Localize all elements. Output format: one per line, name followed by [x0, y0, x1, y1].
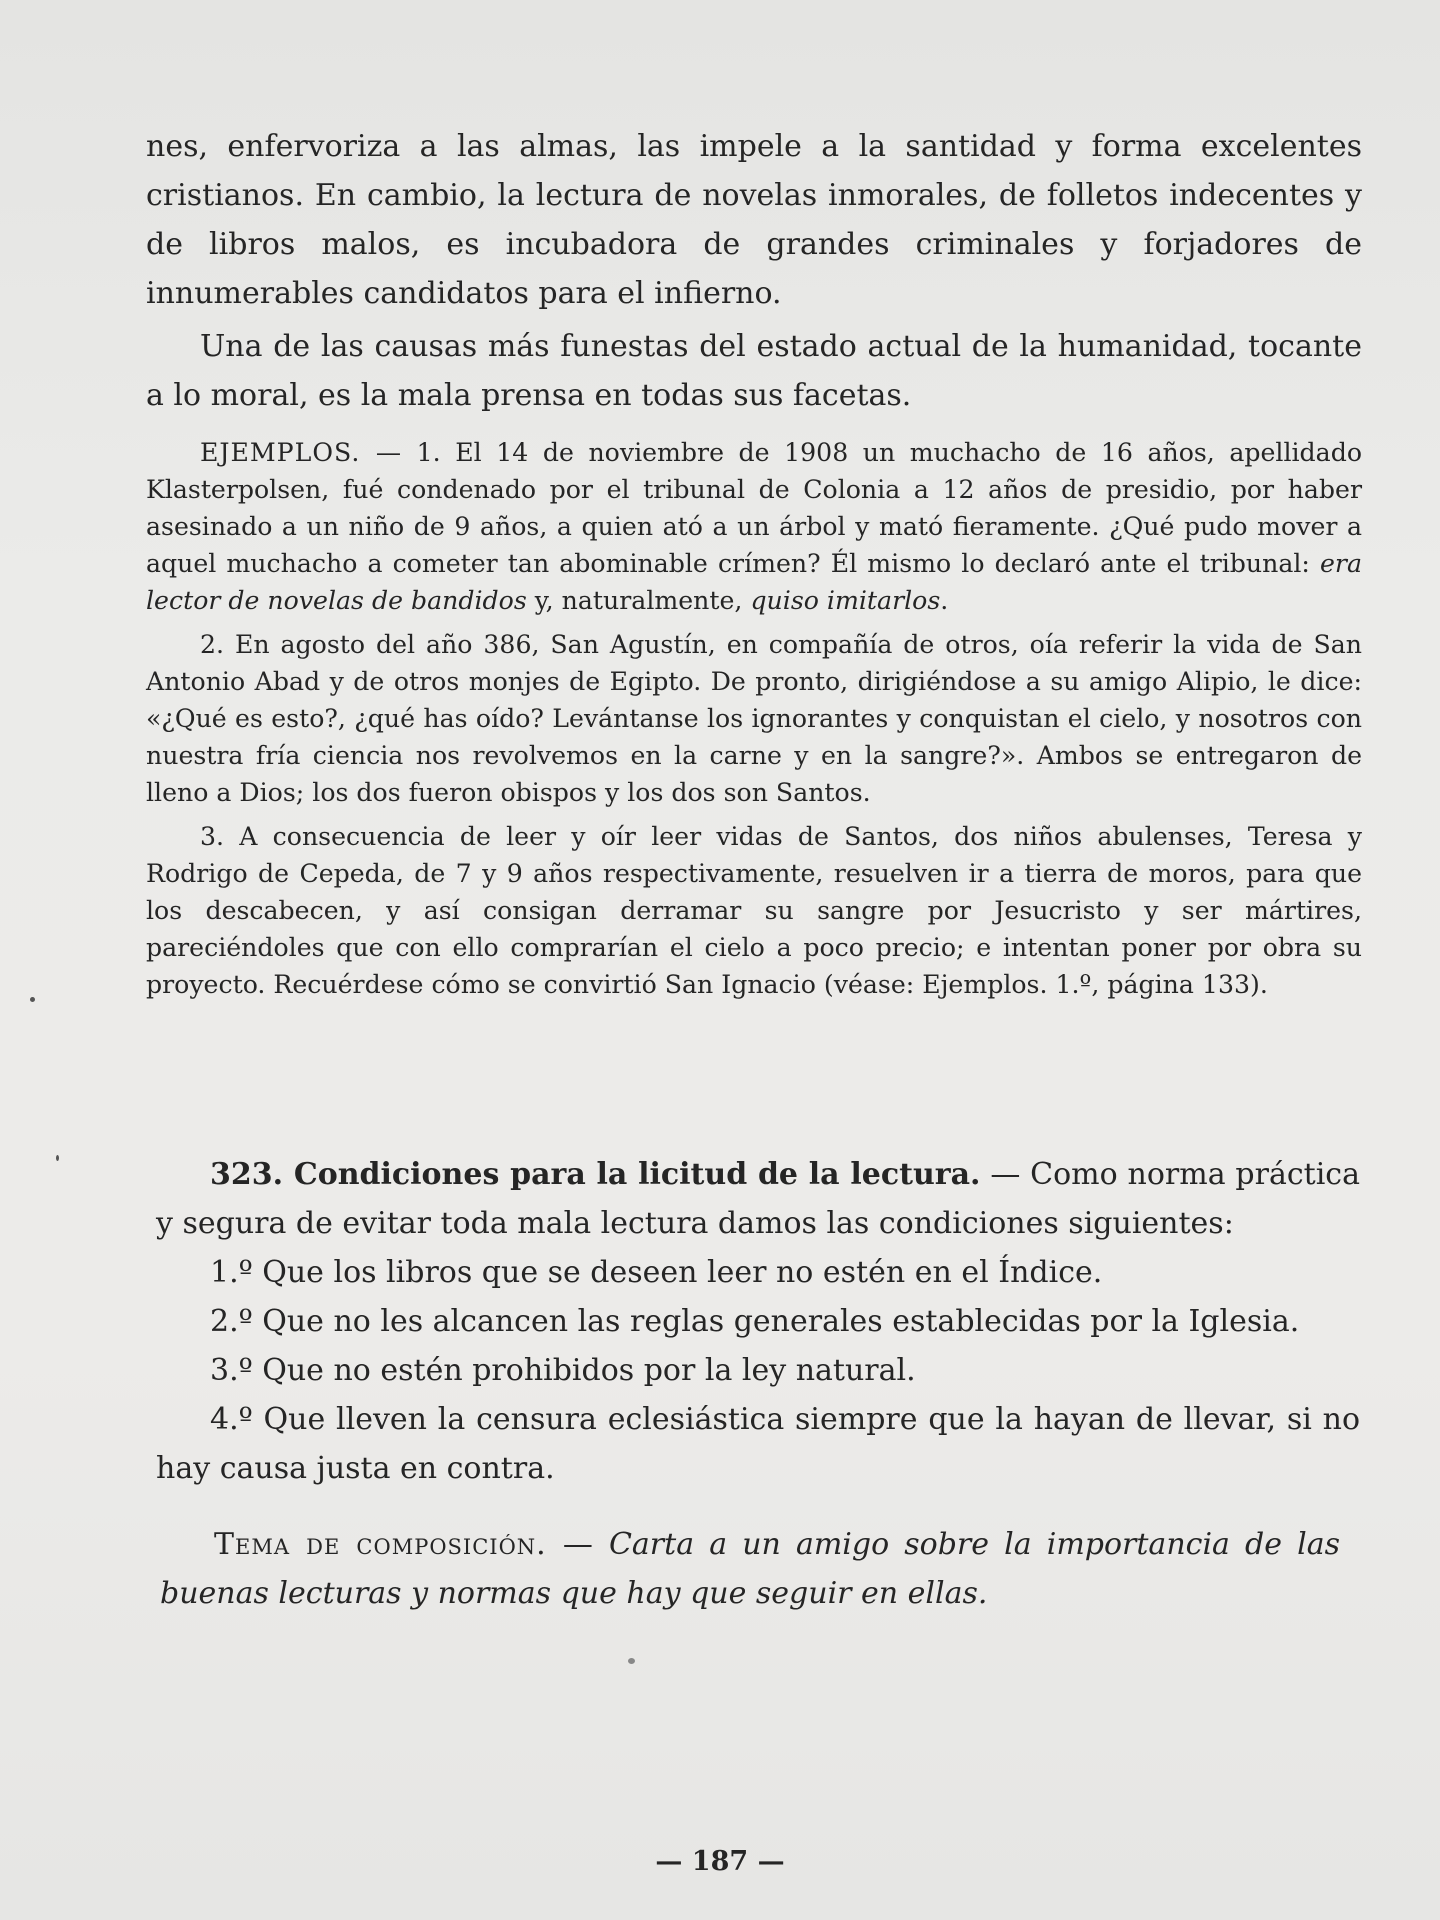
example-1-text: El 14 de noviembre de 1908 un muchacho de 16 años, apellidado Klasterpolsen, fué condenado por el tribunal de Colonia a 12 años de presidio, por haber asesinado a un niño de 9 años, a quien ató a un árbol y mató fieramente. ¿Qué pudo mover a aquel muchacho a cometer tan abominable crímen? Él mismo lo declaró ante el tribunal:: [146, 438, 1362, 578]
example-1-text-2: y, naturalmente,: [534, 586, 743, 615]
example-1: [146, 434, 1362, 619]
example-1-italic-1: era lector de novelas de bandidos: [146, 549, 1362, 615]
paper-speck: [30, 997, 35, 1002]
condition-1: 1.º Que los libros que se deseen leer no estén en el Índice.: [210, 1255, 1103, 1290]
example-3: 3. A consecuencia de leer y oír leer vidas de Santos, dos niños abulenses, Teresa y Rodrigo de Cepeda, de 7 y 9 años respectivamente, resuelven ir a tierra de moros, para que los descabecen, y así consigan derramar su sangre por Jesucristo y ser mártires, pareciéndoles que con ello comprarían el cielo a poco precio; e intentan poner por obra su proyecto. Recuérdese cómo se convirtió San Ignacio (véase: Ejemplos. 1.º, página 133).: [146, 822, 1362, 999]
ejemplos-heading: EJEMPLOS. —: [200, 438, 403, 467]
tema-paragraph: [160, 1520, 1340, 1618]
condition-3: 3.º Que no estén prohibidos por la ley natural.: [210, 1353, 916, 1388]
paper-speck: [56, 1155, 59, 1161]
section-323: [156, 1150, 1360, 1493]
ejemplos-section: [146, 434, 1362, 1003]
condition-2: 2.º Que no les alcancen las reglas generales establecidas por la Iglesia.: [210, 1304, 1300, 1339]
example-1-italic-2: quiso imitarlos: [750, 586, 941, 615]
mala-prensa-paragraph: Una de las causas más funestas del estado actual de la humanidad, tocante a lo moral, es la mala prensa en todas sus facetas.: [146, 329, 1362, 413]
example-2: 2. En agosto del año 386, San Agustín, en compañía de otros, oía referir la vida de San Antonio Abad y de otros monjes de Egipto. De pronto, dirigiéndose a su amigo Alipio, le dice: «¿Qué es esto?, ¿qué has oído? Levántanse los ignorantes y conquistan el cielo, y nosotros con nuestra fría ciencia nos revolvemos en la carne y en la sangre?». Ambos se entregaron de lleno a Dios; los dos fueron obispos y los dos son Santos.: [146, 630, 1362, 807]
continuation-paragraph: nes, enfervoriza a las almas, las impele a la santidad y forma excelentes cristianos. En cambio, la lectura de novelas inmorales, de folletos indecentes y de libros malos, es incubadora de grandes criminales y forjadores de innumerables candidatos para el infierno.: [146, 129, 1362, 311]
section-323-intro: [156, 1150, 1360, 1248]
paper-speck: [628, 1658, 635, 1664]
tema-text: Carta a un amigo sobre la importancia de las buenas lecturas y normas que hay que seguir en ellas.: [160, 1527, 1340, 1611]
tema-section: [160, 1520, 1340, 1618]
example-1-end: .: [940, 586, 949, 615]
page-number: — 187 —: [655, 1846, 785, 1877]
top-section: [146, 122, 1362, 420]
example-1-number: 1.: [416, 438, 441, 467]
section-323-intro-text: — Como norma práctica y segura de evitar toda mala lectura damos las condiciones siguientes:: [156, 1157, 1360, 1241]
condition-4: 4.º Que lleven la censura eclesiástica siempre que la hayan de llevar, si no hay causa justa en contra.: [156, 1402, 1360, 1486]
tema-label: Tema de composición. —: [214, 1527, 594, 1562]
section-323-title: 323. Condiciones para la licitud de la lectura.: [210, 1157, 981, 1192]
